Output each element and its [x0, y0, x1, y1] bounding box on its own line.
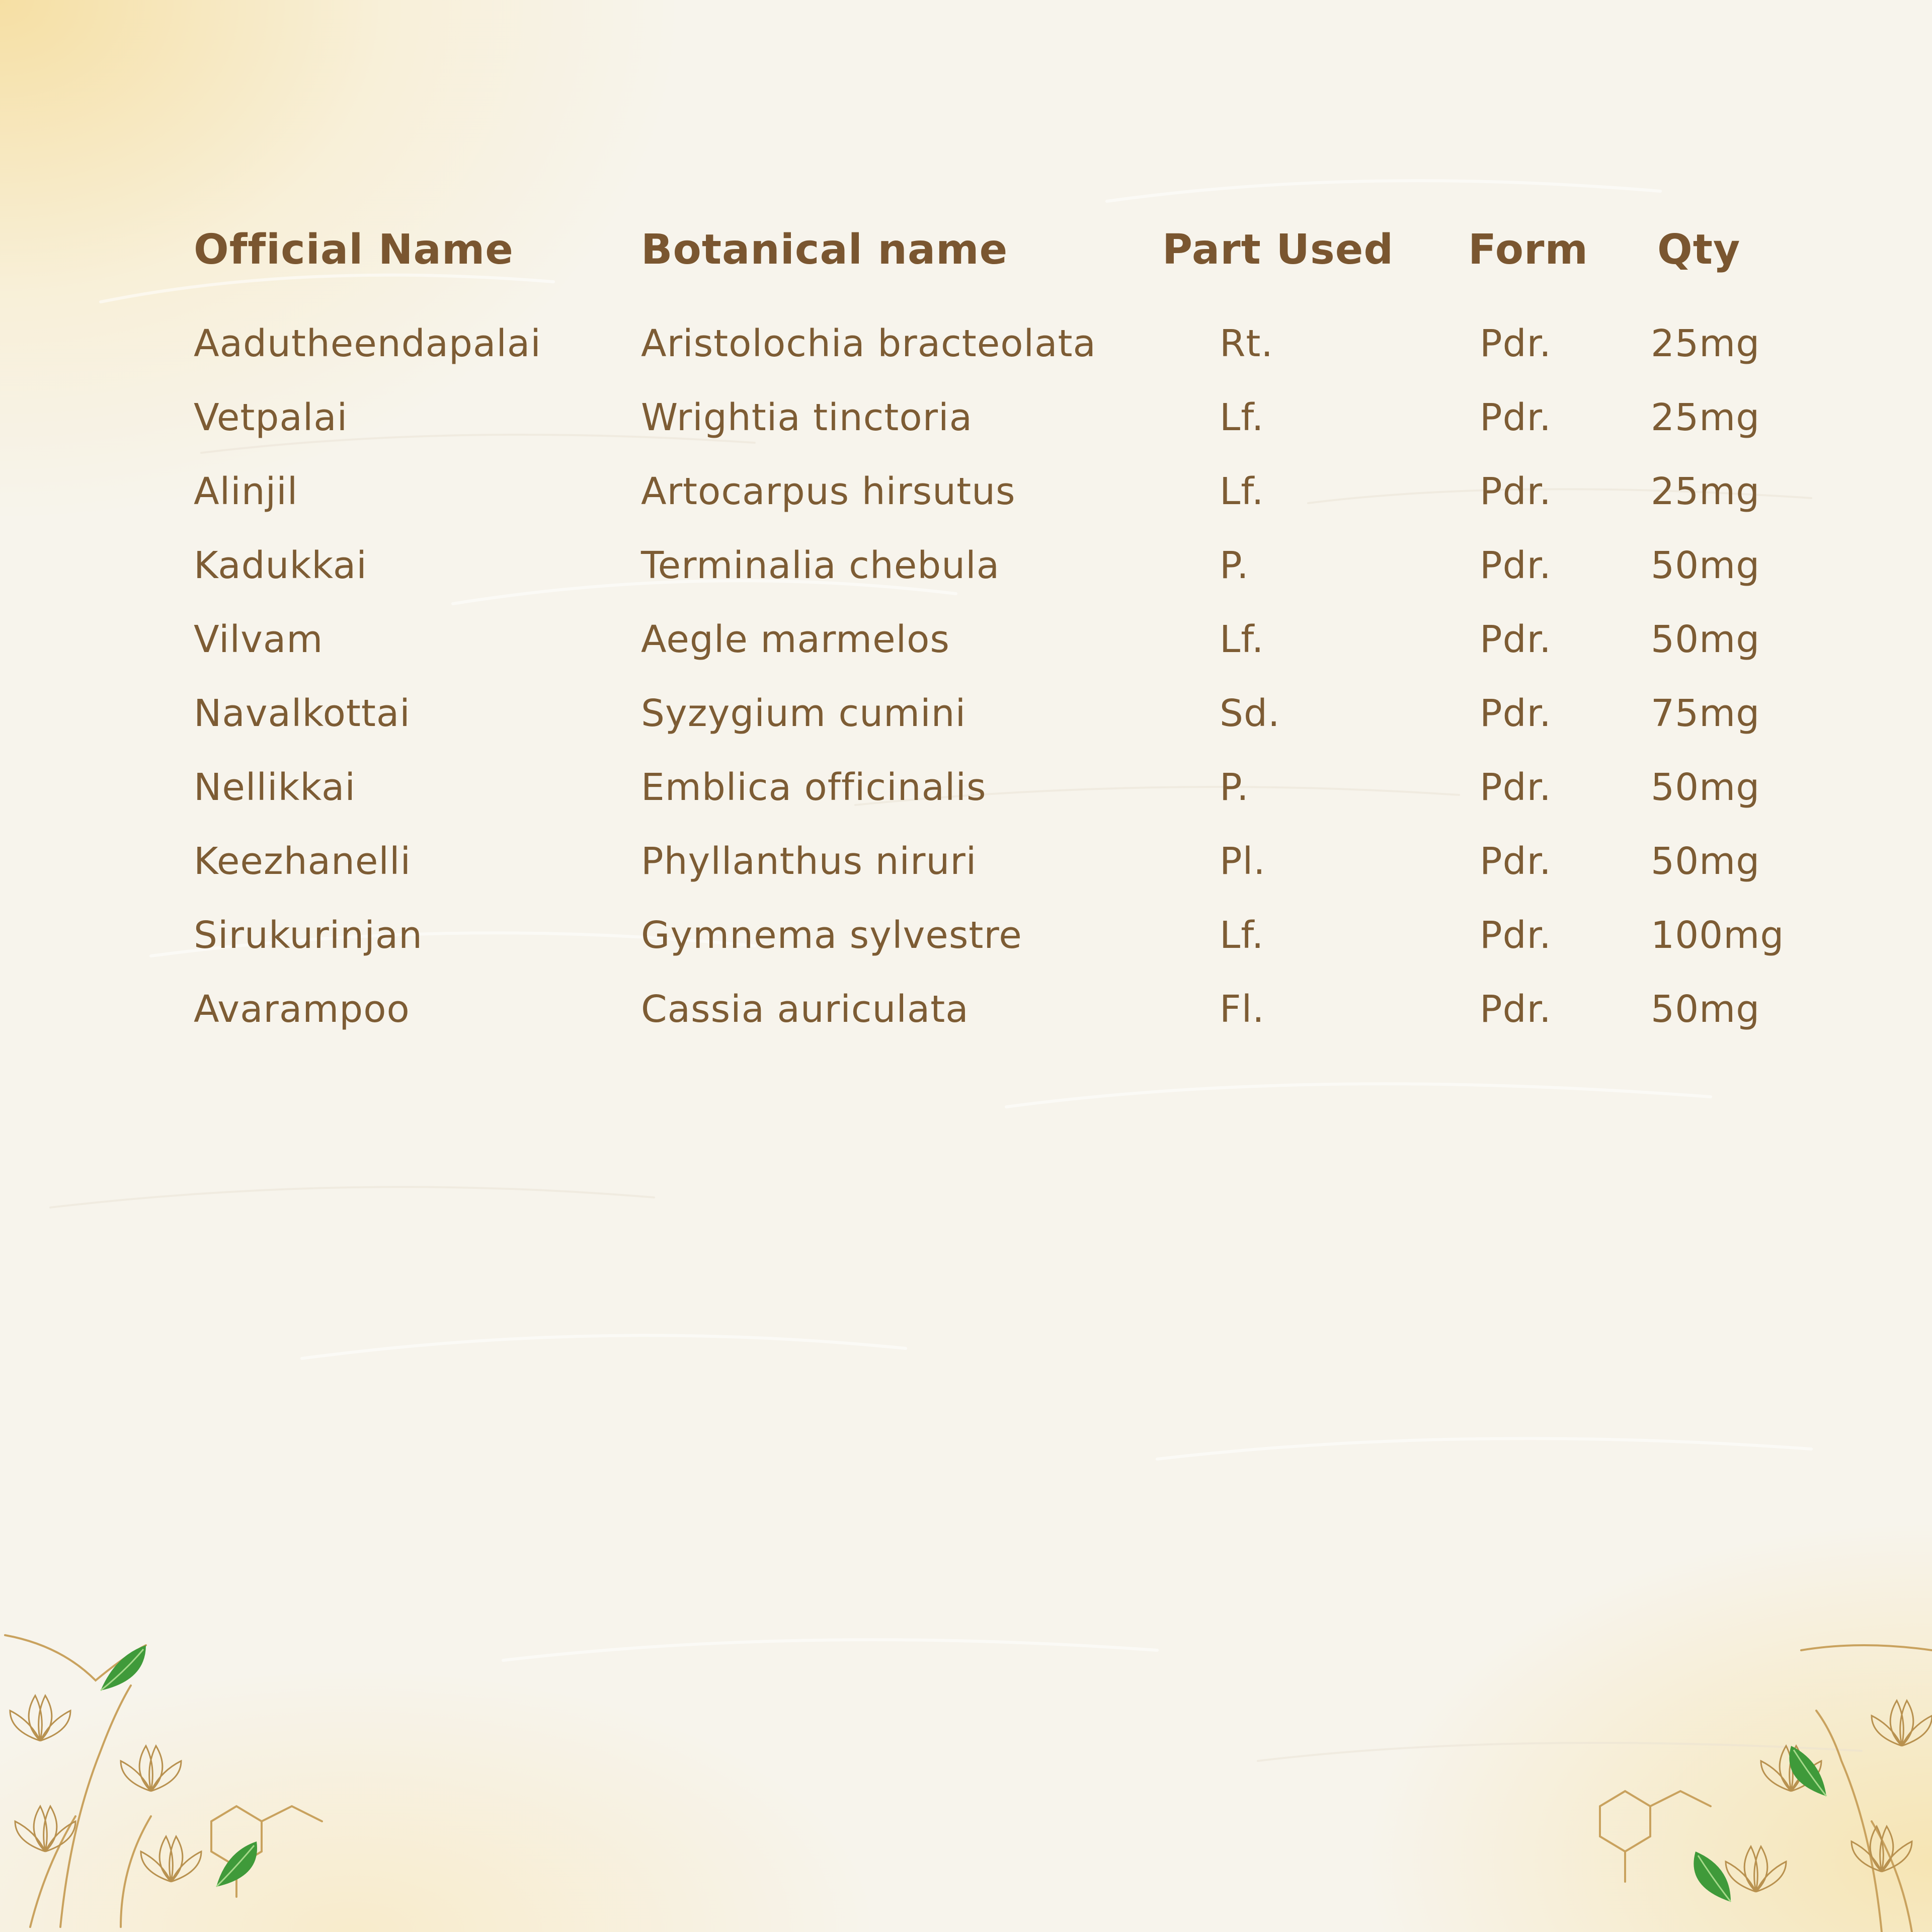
botanical-name-cell: Artocarpus hirsutus [641, 470, 1016, 513]
form-cell: Pdr. [1480, 766, 1552, 809]
botanical-name-cell: Gymnema sylvestre [641, 914, 1022, 957]
botanical-name-cell: Aristolochia bracteolata [641, 322, 1096, 365]
form-cell: Pdr. [1480, 470, 1552, 513]
part-used-cell: Rt. [1220, 322, 1273, 365]
form-cell: Pdr. [1480, 840, 1552, 883]
flower-icon [1872, 1701, 1932, 1746]
form-cell: Pdr. [1480, 544, 1552, 587]
leaf-icon [1789, 1746, 1826, 1796]
official-name-cell: Vetpalai [194, 396, 348, 439]
part-used-cell: Lf. [1220, 470, 1264, 513]
botanical-name-cell: Phyllanthus niruri [641, 840, 977, 883]
part-used-cell: Fl. [1220, 988, 1265, 1031]
official-name-cell: Alinjil [194, 470, 298, 513]
qty-cell: 25mg [1651, 396, 1760, 439]
qty-cell: 75mg [1651, 692, 1760, 735]
header-form: Form [1468, 226, 1588, 274]
part-used-cell: P. [1220, 544, 1249, 587]
flower-icon [1852, 1826, 1912, 1872]
header-part-used: Part Used [1162, 226, 1394, 274]
official-name-cell: Sirukurinjan [194, 914, 423, 957]
botanical-name-cell: Cassia auriculata [641, 988, 969, 1031]
form-cell: Pdr. [1480, 988, 1552, 1031]
qty-cell: 25mg [1651, 470, 1760, 513]
botanical-name-cell: Syzygium cumini [641, 692, 967, 735]
leaf-icon [1694, 1852, 1731, 1902]
qty-cell: 50mg [1651, 618, 1760, 661]
flower-icon [15, 1806, 75, 1852]
official-name-cell: Avarampoo [194, 988, 410, 1031]
flower-icon [1761, 1746, 1821, 1791]
part-used-cell: Lf. [1220, 914, 1264, 957]
flower-icon [121, 1746, 181, 1791]
botanical-name-cell: Wrightia tinctoria [641, 396, 973, 439]
right-floral-decoration [1580, 1630, 1932, 1932]
form-cell: Pdr. [1480, 914, 1552, 957]
leaf-icon [101, 1645, 146, 1691]
form-cell: Pdr. [1480, 618, 1552, 661]
left-floral-decoration [0, 1625, 352, 1932]
form-cell: Pdr. [1480, 322, 1552, 365]
official-name-cell: Kadukkai [194, 544, 367, 587]
qty-cell: 100mg [1651, 914, 1785, 957]
form-cell: Pdr. [1480, 692, 1552, 735]
official-name-cell: Keezhanelli [194, 840, 412, 883]
flower-icon [10, 1696, 70, 1741]
part-used-cell: Sd. [1220, 692, 1280, 735]
part-used-cell: Pl. [1220, 840, 1266, 883]
header-qty: Qty [1657, 226, 1741, 274]
part-used-cell: P. [1220, 766, 1249, 809]
botanical-name-cell: Terminalia chebula [641, 544, 1000, 587]
qty-cell: 50mg [1651, 766, 1760, 809]
part-used-cell: Lf. [1220, 618, 1264, 661]
botanical-name-cell: Aegle marmelos [641, 618, 950, 661]
official-name-cell: Nellikkai [194, 766, 356, 809]
leaf-icon [216, 1841, 257, 1887]
flower-icon [141, 1836, 201, 1882]
header-official-name: Official Name [194, 226, 514, 274]
qty-cell: 25mg [1651, 322, 1760, 365]
qty-cell: 50mg [1651, 544, 1760, 587]
official-name-cell: Navalkottai [194, 692, 411, 735]
official-name-cell: Vilvam [194, 618, 324, 661]
form-cell: Pdr. [1480, 396, 1552, 439]
official-name-cell: Aadutheendapalai [194, 322, 541, 365]
qty-cell: 50mg [1651, 840, 1760, 883]
header-botanical-name: Botanical name [641, 226, 1008, 274]
flower-icon [1726, 1846, 1786, 1892]
qty-cell: 50mg [1651, 988, 1760, 1031]
botanical-name-cell: Emblica officinalis [641, 766, 987, 809]
part-used-cell: Lf. [1220, 396, 1264, 439]
